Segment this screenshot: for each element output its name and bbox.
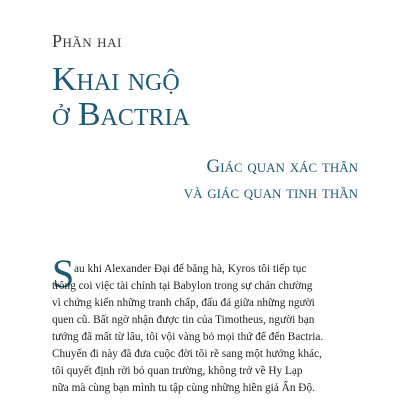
body-line: Chuyến đi này đã đưa cuộc đời tôi rẽ sang một hướng khác, bbox=[52, 348, 322, 360]
chapter-title-line-1: Khai ngộ bbox=[52, 61, 180, 98]
body-line: au khi Alexander Đại đế băng hà, Kyros tôi tiếp tục bbox=[74, 263, 307, 275]
subtitle-line-2: và giác quan tinh thần bbox=[183, 182, 358, 203]
part-label: Phần hai bbox=[52, 31, 122, 51]
drop-cap: S bbox=[52, 251, 75, 296]
body-line: trông coi việc tài chính tại Babylon trong sự chán chường bbox=[52, 280, 313, 292]
body-line: quen cũ. Bất ngờ nhận được tin của Timotheus, người bạn bbox=[52, 314, 315, 326]
chapter-subtitle bbox=[184, 154, 358, 206]
subtitle-line-1: Giác quan xác thân bbox=[206, 156, 358, 177]
body-line: vì chứng kiến những tranh chấp, đấu đá giữa những người bbox=[52, 297, 315, 309]
chapter-title bbox=[52, 62, 190, 132]
body-line: nữa mà cùng bạn mình tu tập cùng những hiền giả Ấn Độ. bbox=[52, 382, 315, 394]
body-paragraph bbox=[52, 261, 364, 397]
body-line: tôi quyết định rời bỏ quan trường, không trở về Hy Lạp bbox=[52, 365, 303, 377]
chapter-title-line-2: ở Bactria bbox=[52, 96, 190, 133]
body-line: tướng đã mất từ lâu, tôi vội vàng bỏ mọi thứ để đến Bactria. bbox=[52, 331, 324, 343]
